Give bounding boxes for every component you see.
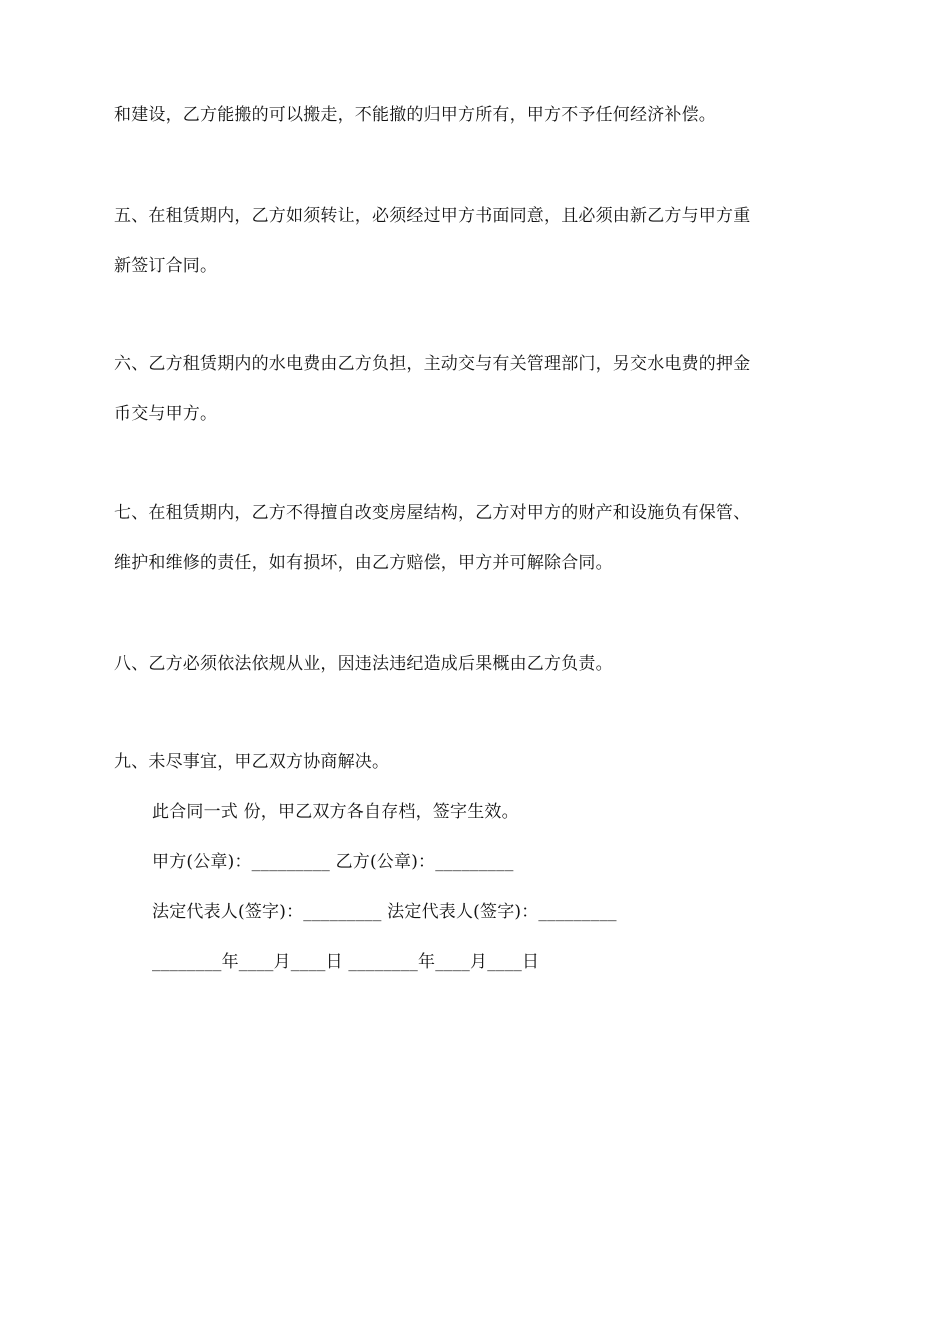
clause-five-line-2: 新签订合同。 bbox=[114, 256, 218, 276]
seal-signature-line: 甲方(公章)：_________ 乙方(公章)：_________ bbox=[152, 852, 514, 872]
clause-five-line-1: 五、在租赁期内，乙方如须转让，必须经过甲方书面同意，且必须由新乙方与甲方重 bbox=[114, 206, 751, 226]
paragraph-line: 和建设，乙方能搬的可以搬走，不能撤的归甲方所有，甲方不予任何经济补偿。 bbox=[114, 105, 716, 125]
clause-six-line-1: 六、乙方租赁期内的水电费由乙方负担，主动交与有关管理部门，另交水电费的押金 bbox=[114, 354, 751, 374]
clause-six-line-2: 币交与甲方。 bbox=[114, 404, 218, 424]
clause-nine-line: 九、未尽事宜，甲乙双方协商解决。 bbox=[114, 752, 390, 772]
copies-statement: 此合同一式 份，甲乙双方各自存档，签字生效。 bbox=[152, 802, 519, 822]
representative-signature-line: 法定代表人(签字)：_________ 法定代表人(签字)：_________ bbox=[152, 902, 617, 922]
date-line: ________年____月____日 ________年____月____日 bbox=[152, 952, 540, 972]
clause-seven-line-2: 维护和维修的责任，如有损坏，由乙方赔偿，甲方并可解除合同。 bbox=[114, 553, 613, 573]
clause-eight-line: 八、乙方必须依法依规从业，因违法违纪造成后果概由乙方负责。 bbox=[114, 654, 613, 674]
clause-seven-line-1: 七、在租赁期内，乙方不得擅自改变房屋结构，乙方对甲方的财产和设施负有保管、 bbox=[114, 503, 751, 523]
